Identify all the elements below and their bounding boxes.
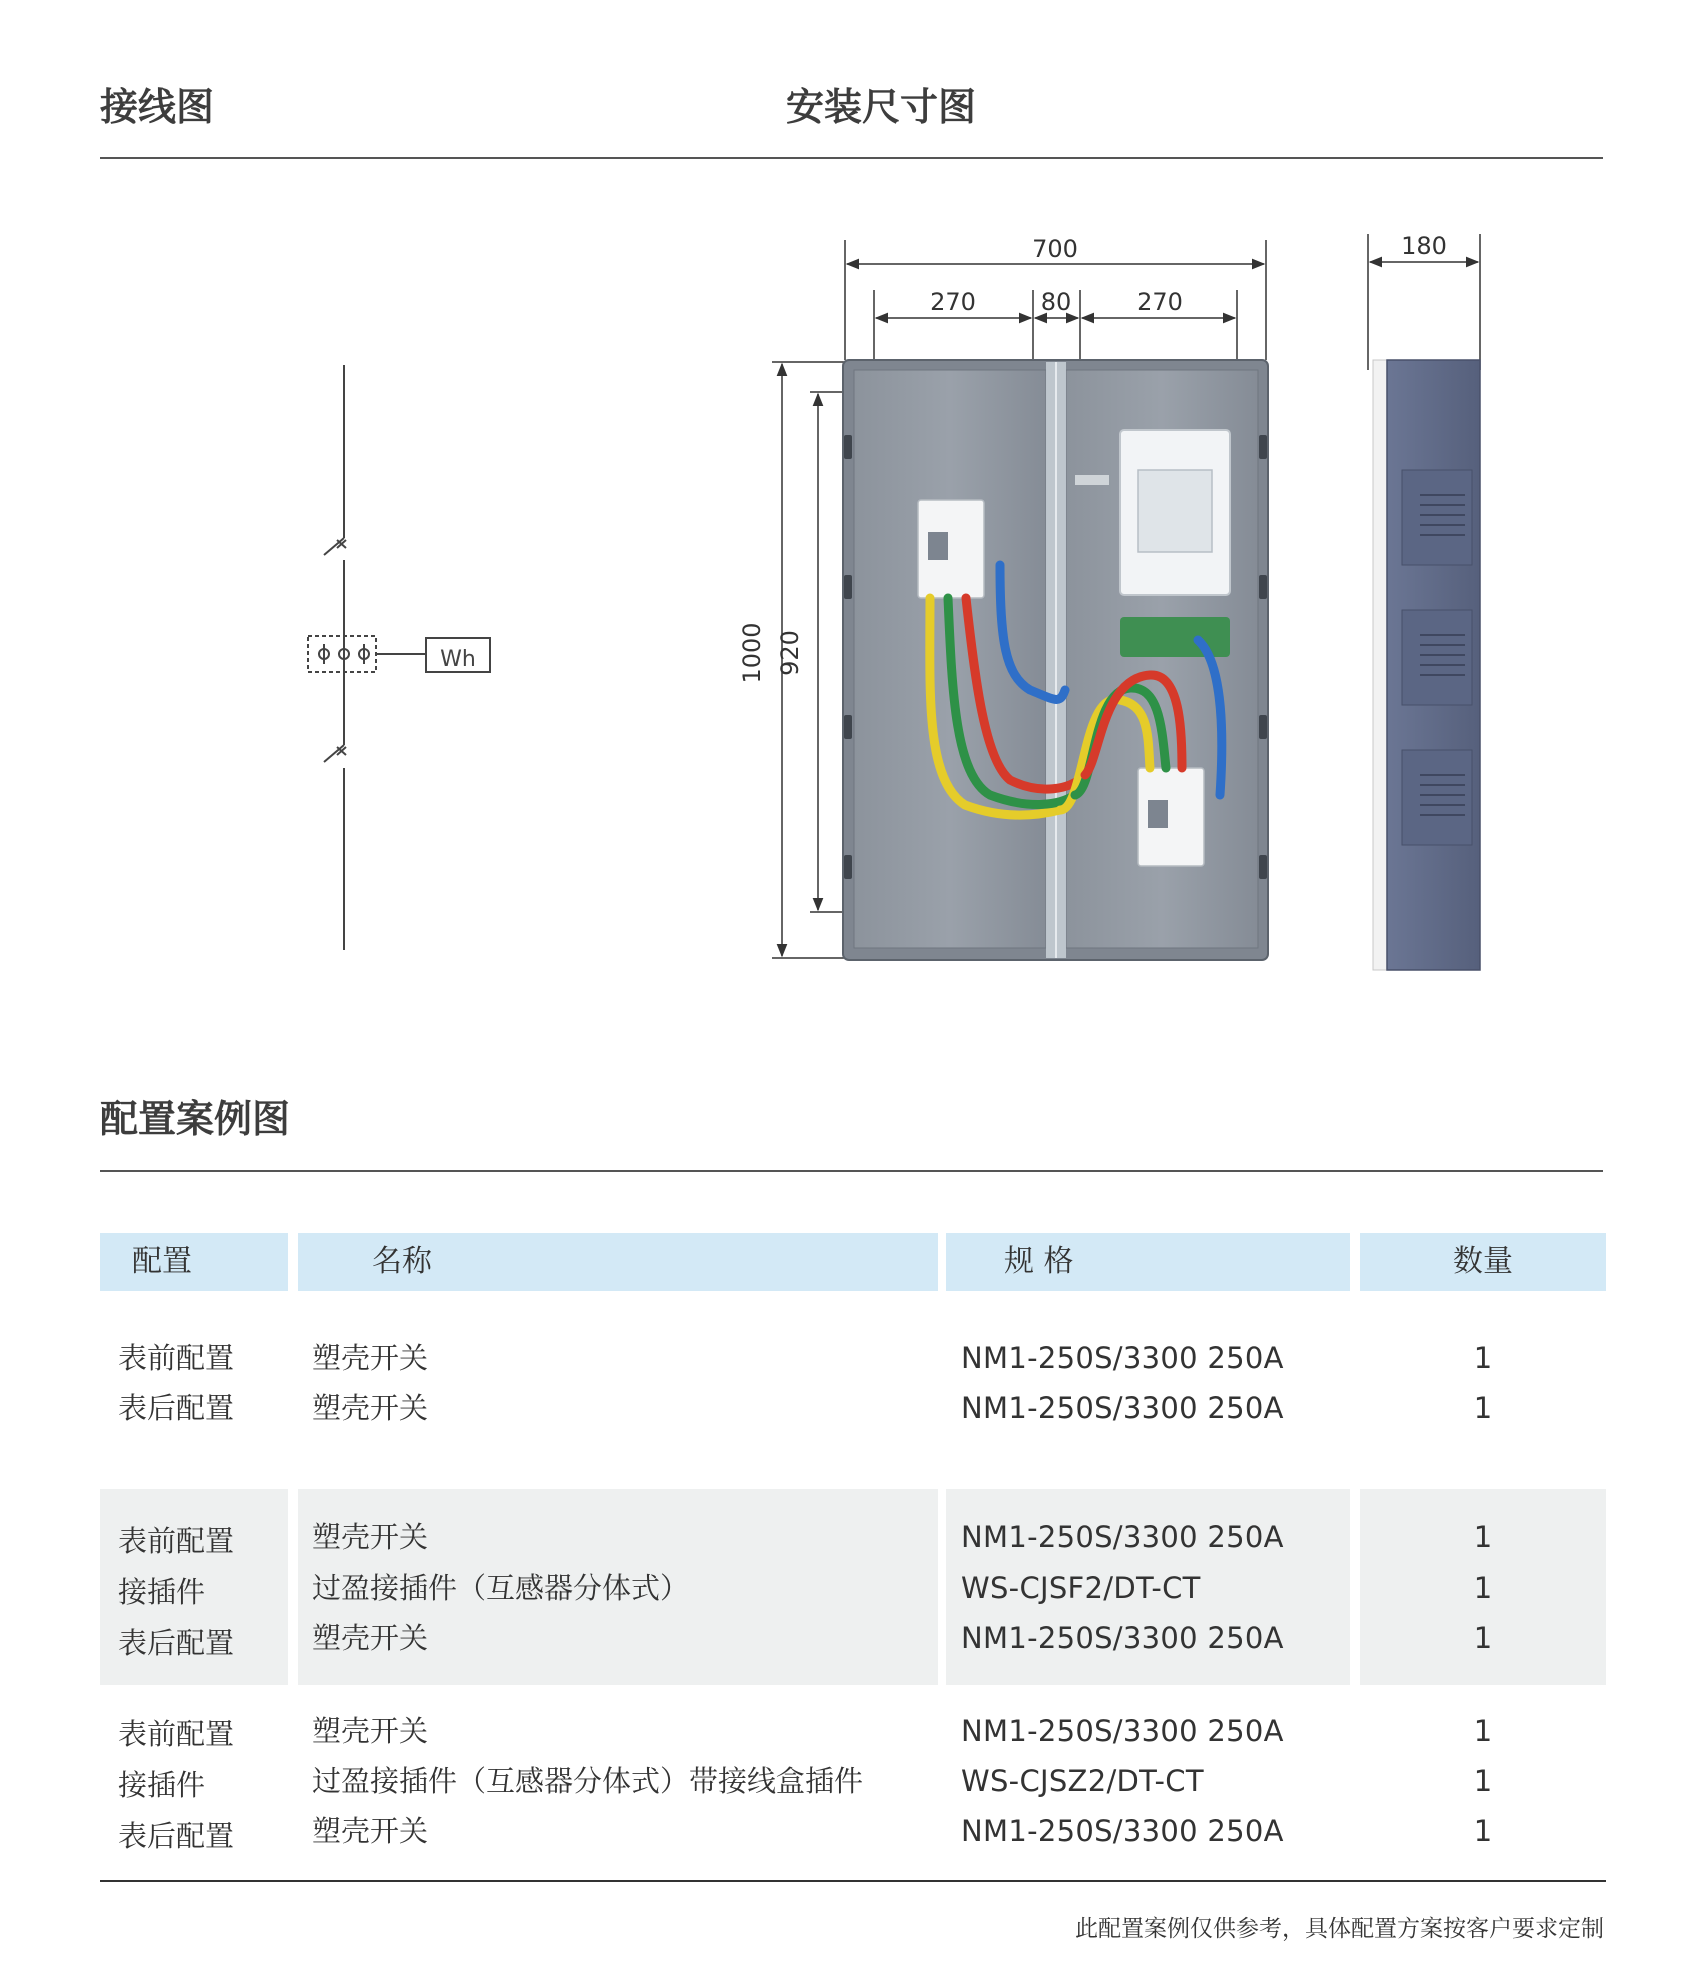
row-config: 表后配置	[118, 1819, 235, 1853]
config-example-title: 配置案例图	[100, 1097, 291, 1141]
dim-total-width: 700	[1032, 235, 1078, 263]
row-spec: WS-CJSF2/DT-CT	[961, 1571, 1201, 1605]
row-name: 塑壳开关	[312, 1714, 429, 1748]
row-qty: 1	[1473, 1814, 1493, 1848]
dim-depth: 180	[1401, 232, 1447, 260]
row-name: 过盈接插件（互感器分体式）带接线盒插件	[312, 1764, 864, 1798]
header-spec: 规 格	[946, 1233, 1350, 1291]
row-qty: 1	[1473, 1341, 1493, 1375]
config-group-1	[100, 1323, 1606, 1463]
row-config: 表后配置	[118, 1626, 235, 1660]
row-qty: 1	[1473, 1714, 1493, 1748]
wiring-diagram	[290, 360, 520, 960]
top-divider	[100, 157, 1603, 159]
row-qty: 1	[1473, 1571, 1493, 1605]
dim-middle-width: 80	[1040, 288, 1072, 316]
row-config: 表后配置	[118, 1391, 235, 1425]
wiring-diagram-title: 接线图	[100, 85, 215, 129]
breaker-upper-switch	[324, 538, 344, 555]
row-name: 塑壳开关	[312, 1341, 429, 1375]
row-name: 过盈接插件（互感器分体式）	[312, 1571, 690, 1605]
install-dimension-title: 安装尺寸图	[786, 85, 977, 129]
breaker-lower-switch	[324, 745, 344, 762]
row-spec: NM1-250S/3300 250A	[961, 1391, 1284, 1425]
meter-label: Wh	[440, 647, 476, 672]
config-group-3	[100, 1695, 1606, 1875]
cabinet-side-view	[1373, 360, 1480, 970]
table-header	[100, 1233, 1606, 1291]
row-spec: NM1-250S/3300 250A	[961, 1341, 1284, 1375]
dim-right-width: 270	[1137, 288, 1183, 316]
row-spec: WS-CJSZ2/DT-CT	[961, 1764, 1204, 1798]
row-name: 塑壳开关	[312, 1814, 429, 1848]
row-config: 接插件	[118, 1575, 206, 1609]
row-config: 接插件	[118, 1768, 206, 1802]
row-spec: NM1-250S/3300 250A	[961, 1520, 1284, 1554]
row-config: 表前配置	[118, 1524, 235, 1558]
table-bottom-rule	[100, 1880, 1606, 1882]
row-name: 塑壳开关	[312, 1520, 429, 1554]
footnote: 此配置案例仅供参考，具体配置方案按客户要求定制	[1075, 1916, 1604, 1942]
row-qty: 1	[1473, 1520, 1493, 1554]
dim-inner-height: 920	[776, 630, 804, 676]
header-name: 名称	[298, 1233, 938, 1291]
header-config: 配置	[100, 1233, 288, 1291]
row-name: 塑壳开关	[312, 1621, 429, 1655]
row-spec: NM1-250S/3300 250A	[961, 1714, 1284, 1748]
row-spec: NM1-250S/3300 250A	[961, 1814, 1284, 1848]
dim-total-height: 1000	[738, 622, 766, 684]
cabinet-front	[843, 360, 1268, 960]
row-config: 表前配置	[118, 1341, 235, 1375]
config-table	[100, 1233, 1606, 1853]
row-qty: 1	[1473, 1391, 1493, 1425]
row-config: 表前配置	[118, 1717, 235, 1751]
dim-left-width: 270	[930, 288, 976, 316]
install-dimension-drawing	[730, 220, 1500, 980]
config-group-2	[100, 1489, 1606, 1685]
config-divider	[100, 1170, 1603, 1172]
row-spec: NM1-250S/3300 250A	[961, 1621, 1284, 1655]
row-qty: 1	[1473, 1621, 1493, 1655]
row-qty: 1	[1473, 1764, 1493, 1798]
header-qty: 数量	[1360, 1233, 1606, 1291]
row-name: 塑壳开关	[312, 1391, 429, 1425]
